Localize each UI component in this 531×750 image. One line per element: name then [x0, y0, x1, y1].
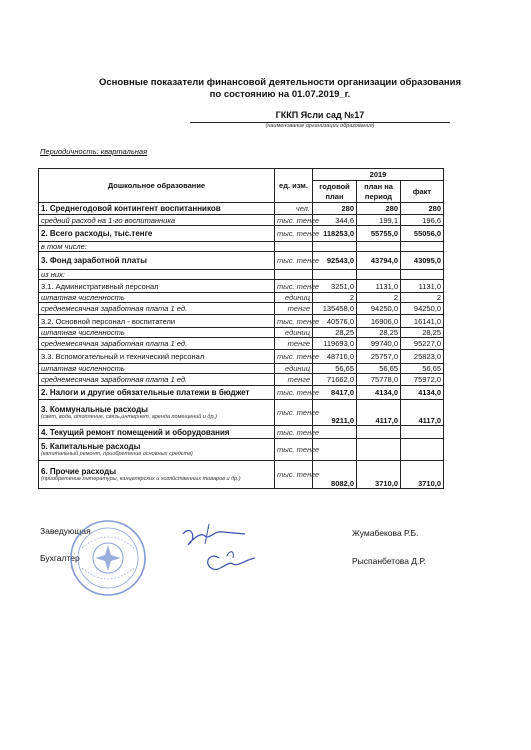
row-label — [39, 280, 275, 293]
row-annual-plan: 92543,0 — [313, 252, 357, 270]
official-stamp-icon — [68, 518, 148, 598]
row-note: (свет, вода, отопление, связь,интернет, аренда помещений и др.) — [41, 414, 217, 420]
row-unit: тыс. тенге — [275, 280, 313, 293]
row-label — [39, 226, 275, 242]
table-row — [39, 315, 444, 328]
row-label-text: штатная численность — [41, 293, 125, 302]
row-unit: тенге — [275, 338, 313, 350]
head-name: Жумабекова Р.Б. — [352, 528, 419, 538]
row-label — [39, 374, 275, 386]
row-annual-plan — [313, 426, 357, 439]
row-annual-plan: 40576,0 — [313, 315, 357, 328]
row-period-plan: 43794,0 — [357, 252, 401, 270]
row-annual-plan: 280 — [313, 203, 357, 215]
row-unit — [275, 242, 313, 252]
row-period-plan: 16906,0 — [357, 315, 401, 328]
row-unit: тыс. тенге — [275, 252, 313, 270]
row-annual-plan: 135458,0 — [313, 303, 357, 315]
row-annual-plan — [313, 242, 357, 252]
table-row — [39, 400, 444, 426]
row-period-plan — [357, 270, 401, 280]
row-unit: чел. — [275, 203, 313, 215]
row-label — [39, 386, 275, 400]
row-label — [39, 315, 275, 328]
row-note: (приобретение литературы, канцелярских и хозяйственных товаров и др.) — [41, 476, 241, 482]
row-period-plan — [357, 439, 401, 461]
row-period-plan: 4134,0 — [357, 386, 401, 400]
table-row — [39, 226, 444, 242]
row-annual-plan: 56,65 — [313, 364, 357, 374]
row-unit: тыс. тенге — [275, 461, 313, 489]
header-section: Дошкольное образование — [39, 169, 275, 203]
row-annual-plan: 28,25 — [313, 328, 357, 338]
row-unit: тыс. тенге — [275, 315, 313, 328]
row-label-text: 3. Фонд заработной платы — [41, 256, 147, 265]
row-unit: единиц — [275, 364, 313, 374]
table-row — [39, 303, 444, 315]
row-period-plan: 25757,0 — [357, 350, 401, 364]
row-annual-plan: 344,6 — [313, 215, 357, 226]
row-annual-plan: 2 — [313, 293, 357, 303]
row-annual-plan: 3251,0 — [313, 280, 357, 293]
row-period-plan — [357, 426, 401, 439]
row-fact — [401, 270, 444, 280]
row-fact: 55056,0 — [401, 226, 444, 242]
row-fact — [401, 242, 444, 252]
table-row — [39, 426, 444, 439]
row-fact: 94250,0 — [401, 303, 444, 315]
table-row — [39, 364, 444, 374]
row-label — [39, 270, 275, 280]
header-fact: факт — [401, 181, 444, 203]
row-label — [39, 461, 275, 489]
row-annual-plan — [313, 439, 357, 461]
row-period-plan: 99740,0 — [357, 338, 401, 350]
row-label — [39, 203, 275, 215]
row-label — [39, 293, 275, 303]
header-unit: ед. изм. — [275, 169, 313, 203]
row-label — [39, 426, 275, 439]
row-period-plan: 2 — [357, 293, 401, 303]
table-row — [39, 328, 444, 338]
table-row — [39, 293, 444, 303]
title-line-2: по состоянию на 01.07.2019_г. — [209, 89, 351, 100]
row-period-plan: 3710,0 — [357, 461, 401, 489]
row-unit: тыс. тенге — [275, 350, 313, 364]
table-row — [39, 215, 444, 226]
org-note: (наименование организации образования) — [265, 123, 375, 129]
row-label-text: 3.2. Основной персонал - воспитатели — [41, 316, 176, 326]
row-annual-plan: 71662,0 — [313, 374, 357, 386]
row-unit: тыс. тенге — [275, 215, 313, 226]
row-unit: тыс. тенге — [275, 400, 313, 426]
row-fact: 43095,0 — [401, 252, 444, 270]
row-fact: 25823,0 — [401, 350, 444, 364]
row-label — [39, 364, 275, 374]
accountant-title: Бухгалтер — [40, 553, 80, 563]
row-label — [39, 328, 275, 338]
row-label-text: из них: — [41, 270, 65, 279]
row-period-plan: 1131,0 — [357, 280, 401, 293]
row-annual-plan: 8082,0 — [313, 461, 357, 489]
row-fact: 196,6 — [401, 215, 444, 226]
row-label-text: среднемесячная заработная плата 1 ед. — [41, 339, 188, 348]
title-line-1: Основные показатели финансовой деятельности организации образования — [98, 77, 462, 88]
row-annual-plan: 8417,0 — [313, 386, 357, 400]
row-fact — [401, 439, 444, 461]
row-label — [39, 215, 275, 226]
handwritten-signatures-icon — [175, 520, 265, 580]
row-label — [39, 252, 275, 270]
row-fact: 1131,0 — [401, 280, 444, 293]
row-fact: 2 — [401, 293, 444, 303]
row-period-plan: 55755,0 — [357, 226, 401, 242]
row-period-plan: 94250,0 — [357, 303, 401, 315]
table-row — [39, 350, 444, 364]
row-fact: 4134,0 — [401, 386, 444, 400]
table-row — [39, 374, 444, 386]
row-fact: 28,25 — [401, 328, 444, 338]
row-label-text: 3.3. Вспомогательный и технический персонал — [41, 352, 205, 361]
table-row — [39, 252, 444, 270]
org-name: ГККП Ясли сад №17 — [275, 110, 365, 120]
row-unit: тенге — [275, 303, 313, 315]
row-fact: 16141,0 — [401, 315, 444, 328]
row-fact — [401, 426, 444, 439]
row-annual-plan: 48716,0 — [313, 350, 357, 364]
row-label — [39, 338, 275, 350]
table-row — [39, 386, 444, 400]
table-row — [39, 439, 444, 461]
table-row — [39, 280, 444, 293]
row-label-text: в том числе: — [41, 242, 87, 251]
row-annual-plan: 119693,0 — [313, 338, 357, 350]
row-label-text: 4. Текущий ремонт помещений и оборудования — [41, 427, 230, 437]
row-annual-plan: 118253,0 — [313, 226, 357, 242]
table-row — [39, 203, 444, 215]
row-label — [39, 303, 275, 315]
row-label-text: штатная численность — [41, 328, 125, 337]
row-unit: тенге — [275, 374, 313, 386]
row-label — [39, 400, 275, 426]
row-fact: 280 — [401, 203, 444, 215]
row-label — [39, 350, 275, 364]
row-period-plan: 199,1 — [357, 215, 401, 226]
header-period-plan: план на период — [357, 181, 401, 203]
row-unit: тыс. тенге — [275, 386, 313, 400]
row-unit: тыс. тенге — [275, 226, 313, 242]
table-row — [39, 242, 444, 252]
row-note: (капитальный ремонт, приобретение основных средств) — [41, 451, 193, 457]
row-annual-plan: 9211,0 — [313, 400, 357, 426]
row-period-plan: 280 — [357, 203, 401, 215]
header-annual-plan: годовой план — [313, 181, 357, 203]
head-title: Заведующая — [40, 526, 91, 536]
row-fact: 3710,0 — [401, 461, 444, 489]
row-period-plan: 75778,0 — [357, 374, 401, 386]
header-year: 2019 — [313, 169, 444, 181]
row-label-text: 2. Налоги и другие обязательные платежи в бюджет — [41, 388, 250, 397]
row-period-plan — [357, 242, 401, 252]
row-period-plan: 56,65 — [357, 364, 401, 374]
table-row — [39, 338, 444, 350]
row-label-text: 2. Всего расходы, тыс.тенге — [41, 229, 153, 238]
row-label-text: средний расход на 1-го воспитанника — [41, 215, 176, 225]
row-label-text: 6. Прочие расходы — [41, 467, 117, 476]
accountant-name: Рыспанбетова Д.Р. — [352, 556, 426, 566]
row-label-text: среднемесячная заработная плата 1 ед. — [41, 375, 188, 384]
row-unit: тыс. тенге — [275, 426, 313, 439]
row-label-text: 3. Коммунальные расходы — [41, 405, 148, 414]
row-label-text: 1. Среднегодовой контингент воспитанников — [41, 204, 221, 213]
row-label-text: среднемесячная заработная плата 1 ед. — [41, 304, 188, 313]
row-label — [39, 439, 275, 461]
period: Периодичность: квартальная — [40, 147, 148, 156]
row-label-text: штатная численность — [41, 364, 125, 373]
row-label — [39, 242, 275, 252]
row-fact: 4117,0 — [401, 400, 444, 426]
row-fact: 95227,0 — [401, 338, 444, 350]
row-unit: единиц — [275, 328, 313, 338]
row-period-plan: 4117,0 — [357, 400, 401, 426]
table-row — [39, 270, 444, 280]
row-unit: единиц — [275, 293, 313, 303]
row-period-plan: 28,25 — [357, 328, 401, 338]
table-row — [39, 461, 444, 489]
row-label-text: 3.1. Административный персонал — [41, 281, 159, 291]
financial-table — [38, 168, 444, 489]
row-unit: тыс. тенге — [275, 439, 313, 461]
row-annual-plan — [313, 270, 357, 280]
row-fact: 56,65 — [401, 364, 444, 374]
row-fact: 75972,0 — [401, 374, 444, 386]
row-unit — [275, 270, 313, 280]
row-label-text: 5. Капитальные расходы — [41, 442, 141, 451]
